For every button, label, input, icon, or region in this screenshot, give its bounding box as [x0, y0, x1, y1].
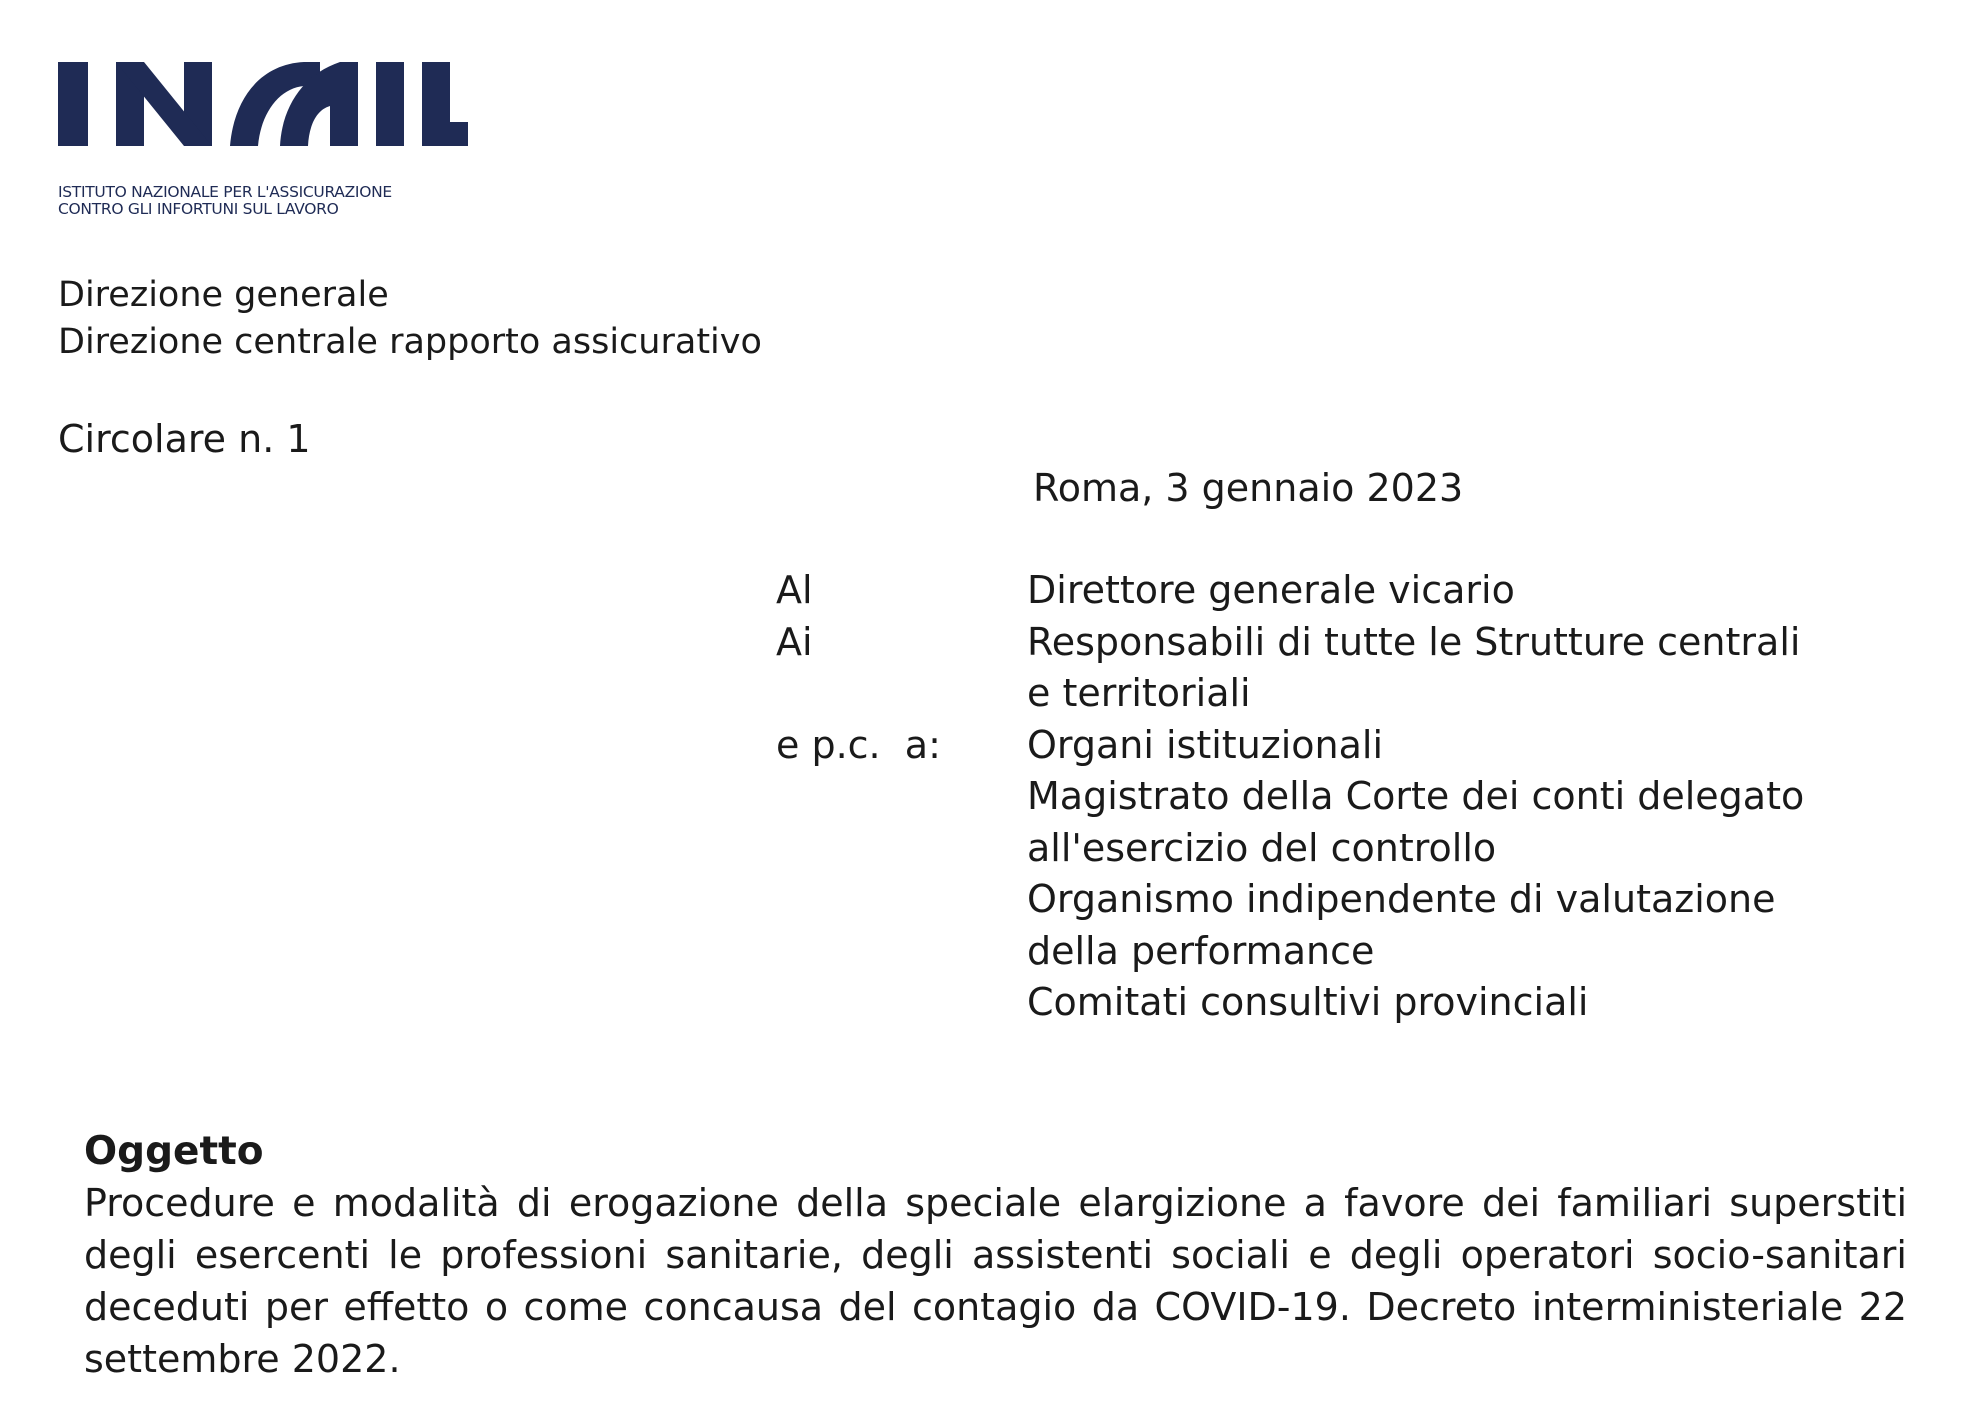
inail-logo — [58, 60, 478, 218]
recipient-row — [776, 771, 1965, 874]
recipient-text — [1027, 720, 1965, 772]
recipients-block — [776, 565, 1965, 1029]
office-line-1: Direzione generale — [58, 275, 389, 315]
recipient-line: Organismo indipendente di valutazione — [1027, 877, 1776, 921]
issuing-office — [58, 272, 762, 366]
subject-heading: Oggetto — [84, 1129, 264, 1174]
inail-logo-mark — [58, 60, 468, 148]
recipient-line: della performance — [1027, 928, 1375, 973]
recipient-row — [776, 617, 1965, 720]
recipient-line: all'esercizio del controllo — [1027, 825, 1497, 870]
recipient-line: Direttore generale vicario — [1027, 568, 1515, 612]
logo-subtitle-line2: CONTRO GLI INFORTUNI SUL LAVORO — [58, 200, 339, 218]
subject-body: Procedure e modalità di erogazione della speciale elargizione a favore dei familiari superstiti degli esercenti le professioni sanitarie, degli assistenti sociali e degli operatori socio-sanitari deceduti per effetto o come concausa del contagio da COVID-19. Decreto interministeriale 22 settembre 2022. — [84, 1181, 1907, 1381]
office-line-2: Direzione centrale rapporto assicurativo — [58, 322, 762, 362]
subject-section — [84, 1126, 1907, 1385]
recipient-text — [1027, 977, 1965, 1029]
recipient-label: e p.c. a: — [776, 722, 941, 767]
recipient-label: Ai — [776, 619, 813, 664]
recipient-label — [776, 771, 1027, 874]
recipient-line: Magistrato della Corte dei conti delegato — [1027, 774, 1805, 818]
circular-number: Circolare n. 1 — [58, 417, 311, 461]
recipient-row — [776, 720, 1965, 772]
recipient-line: Organi istituzionali — [1027, 722, 1384, 767]
recipient-row — [776, 565, 1965, 617]
recipient-line: e territoriali — [1027, 671, 1251, 715]
recipient-label: Al — [776, 568, 813, 612]
recipient-label — [776, 977, 1027, 1029]
recipient-row — [776, 874, 1965, 977]
recipient-label — [776, 874, 1027, 977]
recipient-text — [1027, 565, 1965, 617]
logo-subtitle — [58, 184, 478, 218]
recipient-row — [776, 977, 1965, 1029]
logo-subtitle-line1: ISTITUTO NAZIONALE PER L'ASSICURAZIONE — [58, 183, 392, 201]
document-date: Roma, 3 gennaio 2023 — [1033, 466, 1464, 510]
recipient-text — [1027, 874, 1965, 977]
recipient-line: Comitati consultivi provinciali — [1027, 980, 1589, 1024]
recipient-text — [1027, 771, 1965, 874]
recipient-line: Responsabili di tutte le Strutture centrali — [1027, 619, 1801, 664]
recipient-text — [1027, 617, 1965, 720]
